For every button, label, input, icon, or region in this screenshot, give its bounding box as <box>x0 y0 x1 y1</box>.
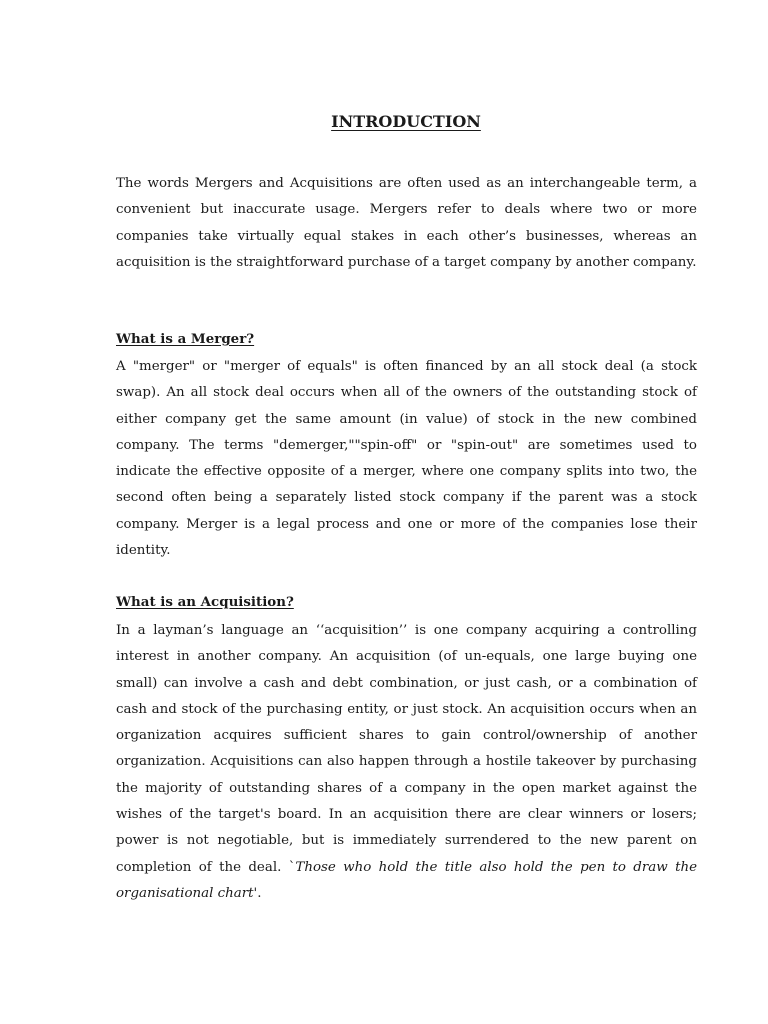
intro-paragraph: The words Mergers and Acquisitions are often used as an interchangeable term, a convenient but inaccurate usage. Mergers refer to deals where two or more companies take virtually equal stakes in each other’s businesses, whereas an acquisition is the straightforward purchase of a target company by another company. <box>116 176 697 270</box>
acquisition-body-text: In a layman’s language an ‘‘acquisition’’ is one company acquiring a controlling interest in another company. An acquisition (of un-equals, one large buying one small) can involve a cash and debt combination, or just cash, or a combination of cash and stock of the purchasing entity, or just stock. An acquisition occurs when an organization acquires sufficient shares to gain control/ownership of another organization. Acquisitions can also happen through a hostile takeover by purchasing the majority of outstanding shares of a company in the open market against the wishes of the target's board. In an acquisition there are clear winners or losers; power is not negotiable, but is immediately surrendered to the new parent on completion of the deal. ` <box>116 623 697 875</box>
page-title: INTRODUCTION <box>331 112 481 131</box>
acquisition-paragraph <box>116 618 697 907</box>
acquisition-quote: Those who hold the title also hold the pen to draw the organisational chart <box>116 859 697 901</box>
merger-heading: What is a Merger? <box>116 331 255 347</box>
acquisition-quote-end: '. <box>253 885 262 901</box>
merger-paragraph: A "merger" or "merger of equals" is often financed by an all stock deal (a stock swap). An all stock deal occurs when all of the owners of the outstanding stock of either company get the same amount (in value) of stock in the new combined company. The terms "demerger,""spin-off" or "spin-out" are sometimes used to indicate the effective opposite of a merger, where one company splits into two, the second often being a separately listed stock company if the parent was a stock company. Merger is a legal process and one or more of the companies lose their identity. <box>116 359 697 559</box>
acquisition-heading: What is an Acquisition? <box>116 594 294 610</box>
